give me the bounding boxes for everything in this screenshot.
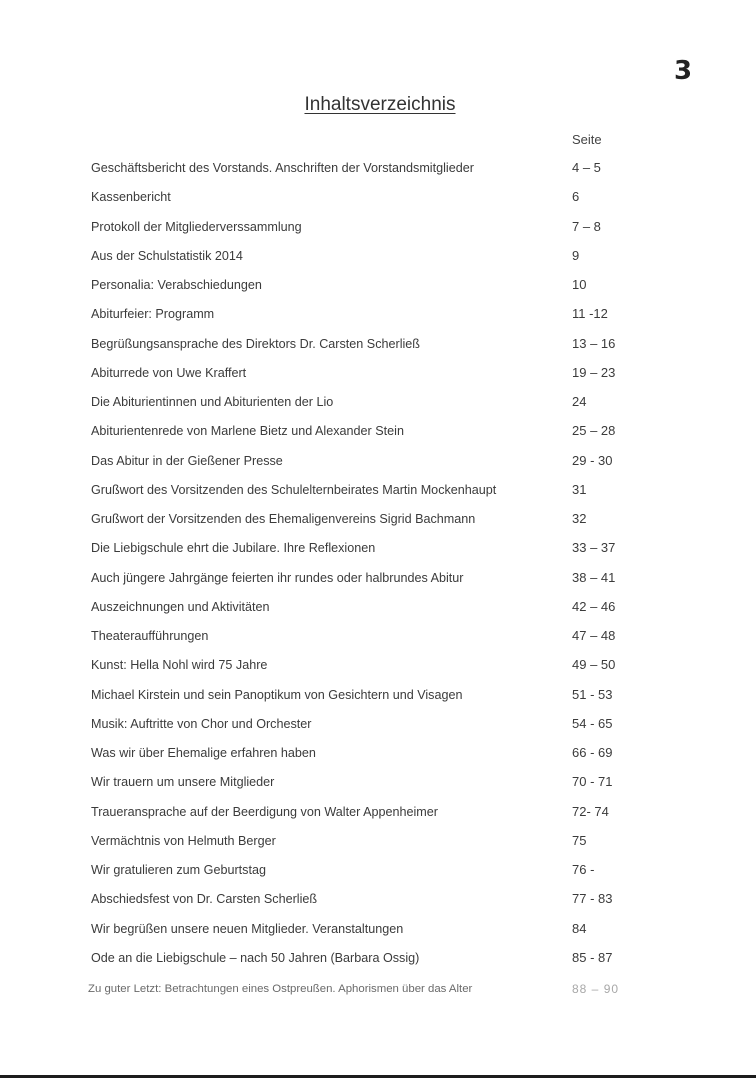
toc-entry <box>91 217 731 237</box>
toc-entry-pages: 33 – 37 <box>572 540 616 556</box>
toc-entry-pages: 84 <box>572 920 587 936</box>
toc-entry-title: Grußwort der Vorsitzenden des Ehemaligenvereins Sigrid Bachmann <box>91 512 476 526</box>
toc-entry-pages: 75 <box>572 832 587 848</box>
toc-entry <box>91 334 731 354</box>
toc-entry-pages: 88 – 90 <box>572 982 620 996</box>
toc-entry-title: Kunst: Hella Nohl wird 75 Jahre <box>91 658 268 673</box>
toc-entry-pages: 7 – 8 <box>572 218 601 234</box>
toc-entry-title: Ode an die Liebigschule – nach 50 Jahren (Barbara Ossig) <box>91 950 420 965</box>
toc-entry-title: Geschäftsbericht des Vorstands. Anschriften der Vorstandsmitglieder <box>91 161 474 175</box>
toc-entry <box>91 275 731 295</box>
toc-entry-title: Michael Kirstein und sein Panoptikum von Gesichtern und Visagen <box>91 687 463 702</box>
toc-entry-pages: 25 – 28 <box>572 423 616 439</box>
toc-entry-pages: 6 <box>572 189 580 205</box>
toc-entry <box>91 187 731 207</box>
page-title: Inhaltsverzeichnis <box>304 94 456 115</box>
toc-entry <box>91 392 731 412</box>
toc-entry-pages: 9 <box>572 247 580 263</box>
toc-entry-pages: 10 <box>572 277 587 292</box>
toc-entry-title: Die Abiturientinnen und Abiturienten der Lio <box>91 395 334 409</box>
toc-entry-title: Wir gratulieren zum Geburtstag <box>91 863 266 877</box>
toc-entry-pages: 51 - 53 <box>572 686 613 702</box>
toc-entry <box>91 948 731 968</box>
toc-entry-title: Abiturientenrede von Marlene Bietz und Alexander Stein <box>91 424 404 439</box>
toc-entry <box>91 480 731 500</box>
toc-entry-title: Aus der Schulstatistik 2014 <box>91 248 243 263</box>
toc-entry <box>91 831 731 851</box>
page-column-header: Seite <box>572 132 602 147</box>
toc-entry-title: Zu guter Letzt: Betrachtungen eines Ostpreußen. Aphorismen über das Alter <box>88 983 473 995</box>
toc-entry-title: Grußwort des Vorsitzenden des Schulelternbeirates Martin Mockenhaupt <box>91 482 497 497</box>
toc-entry-title: Theateraufführungen <box>91 629 209 643</box>
toc-entry-pages: 29 - 30 <box>572 452 613 468</box>
toc-entry-title: Abiturrede von Uwe Kraffert <box>91 365 247 380</box>
toc-entry-pages: 72- 74 <box>572 803 609 819</box>
toc-entry-title: Abiturfeier: Programm <box>91 307 215 322</box>
toc-entry-title: Begrüßungsansprache des Direktors Dr. Carsten Scherließ <box>91 336 420 351</box>
toc-entry-pages: 70 - 71 <box>572 774 613 790</box>
toc-entry <box>91 743 731 763</box>
toc-entry-pages: 76 - <box>572 862 595 877</box>
toc-entry-title: Personalia: Verabschiedungen <box>91 278 262 292</box>
toc-entry <box>91 538 731 558</box>
toc-entry <box>91 860 731 880</box>
toc-entry-title: Auszeichnungen und Aktivitäten <box>91 599 270 614</box>
toc-entry-title: Vermächtnis von Helmuth Berger <box>91 833 276 848</box>
toc-entry <box>91 919 731 939</box>
toc-entry <box>91 509 731 529</box>
toc-entry-pages: 19 – 23 <box>572 364 616 380</box>
toc-entry-pages: 32 <box>572 511 587 526</box>
toc-entry <box>91 714 731 734</box>
toc-entry-title: Kassenbericht <box>91 190 171 205</box>
toc-entry <box>91 802 731 822</box>
toc-entry-title: Wir trauern um unsere Mitglieder <box>91 775 275 790</box>
toc-entry-pages: 42 – 46 <box>572 598 616 614</box>
toc-entry-title: Traueransprache auf der Beerdigung von Walter Appenheimer <box>91 804 438 819</box>
toc-entry-title: Protokoll der Mitgliederverssammlung <box>91 219 302 234</box>
toc-entry <box>91 597 731 617</box>
toc-entry <box>91 304 731 324</box>
toc-entry <box>91 889 731 909</box>
toc-entry <box>91 568 731 588</box>
page-number: 3 <box>674 56 693 86</box>
toc-entry <box>91 626 731 646</box>
toc-entry-pages: 77 - 83 <box>572 891 613 907</box>
toc-entry-title: Abschiedsfest von Dr. Carsten Scherließ <box>91 892 318 907</box>
toc-entry-title: Die Liebigschule ehrt die Jubilare. Ihre Reflexionen <box>91 541 376 556</box>
toc-entry <box>91 363 731 383</box>
toc-entry-pages: 31 <box>572 481 587 497</box>
toc-entry-pages: 85 - 87 <box>572 949 613 965</box>
toc-entry-title: Was wir über Ehemalige erfahren haben <box>91 746 316 760</box>
toc-entry-pages: 13 – 16 <box>572 335 616 351</box>
toc-entry <box>91 685 731 705</box>
toc-entry <box>91 246 731 266</box>
toc-entry-pages: 49 – 50 <box>572 657 616 673</box>
toc-entry-pages: 4 – 5 <box>572 160 601 175</box>
toc-entry-pages: 38 – 41 <box>572 569 616 585</box>
toc-entry <box>91 158 731 178</box>
toc-entry-title: Das Abitur in der Gießener Presse <box>91 453 283 468</box>
toc-entry-title: Musik: Auftritte von Chor und Orchester <box>91 716 312 731</box>
toc-entry <box>91 655 731 675</box>
toc-entry-pages: 54 - 65 <box>572 715 613 731</box>
toc-entry-pages: 66 - 69 <box>572 745 613 760</box>
toc-entry <box>91 772 731 792</box>
toc-entry-pages: 24 <box>572 394 587 409</box>
toc-entry-pages: 47 – 48 <box>572 628 616 643</box>
toc-entry-title: Auch jüngere Jahrgänge feierten ihr rundes oder halbrundes Abitur <box>91 570 464 585</box>
toc-entry-title: Wir begrüßen unsere neuen Mitglieder. Veranstaltungen <box>91 921 404 936</box>
toc-entry <box>91 421 731 441</box>
toc-entry <box>91 451 731 471</box>
toc-entry-pages: 11 -12 <box>572 306 608 322</box>
toc-entry <box>88 979 731 999</box>
